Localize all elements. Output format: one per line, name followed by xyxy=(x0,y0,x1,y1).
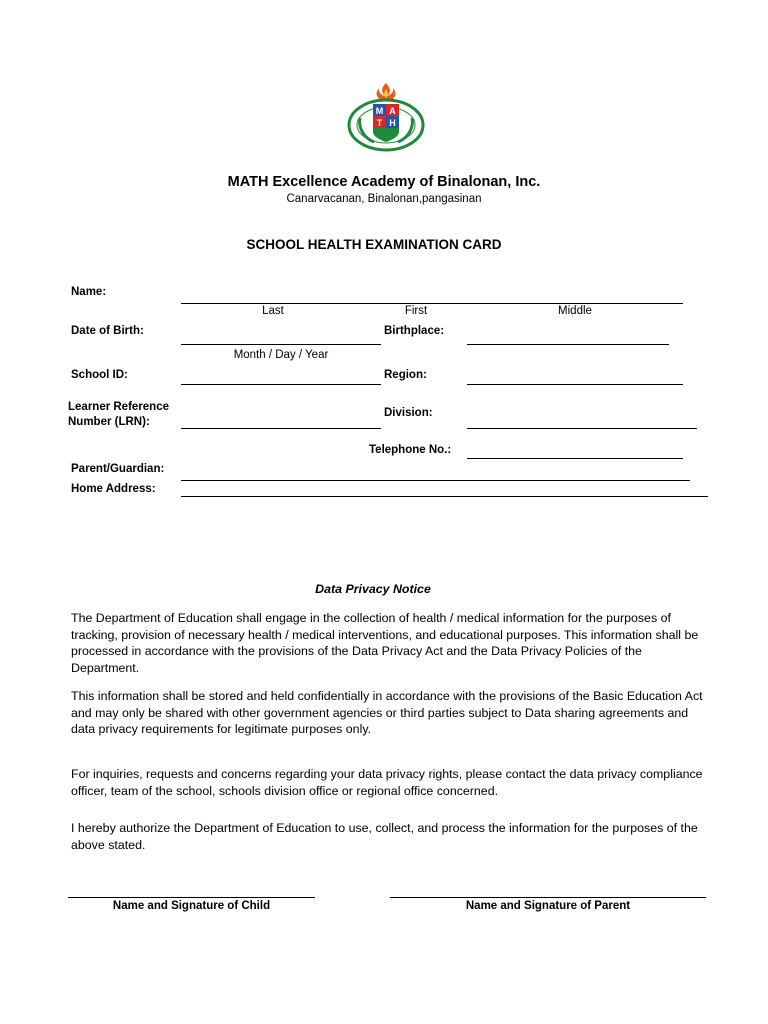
parent-signature-label: Name and Signature of Parent xyxy=(465,900,631,912)
privacy-paragraph-1: The Department of Education shall engage in the collection of health / medical information for the purposes of tracking, provision of necessary health / medical interventions, and educational purposes. This information shall be processed in accordance with the provisions of the Data Privacy Act and the Data Privacy Policies of the Department. xyxy=(71,611,699,675)
division-label: Division: xyxy=(384,407,433,419)
parent-signature-line[interactable] xyxy=(390,897,706,898)
first-name-hint: First xyxy=(404,305,428,317)
school-address: Canarvacanan, Binalonan,pangasinan xyxy=(286,193,482,205)
logo-letter-a: A xyxy=(389,106,396,116)
birthplace-label: Birthplace: xyxy=(384,325,445,337)
region-field-line[interactable] xyxy=(467,384,683,385)
privacy-notice-title: Data Privacy Notice xyxy=(315,582,431,596)
lrn-field-line[interactable] xyxy=(181,428,381,429)
home-address-label: Home Address: xyxy=(71,483,156,495)
privacy-paragraph-4: I hereby authorize the Department of Education to use, collect, and process the information for the purposes of the above stated. xyxy=(71,821,698,852)
region-label: Region: xyxy=(384,369,427,381)
dob-field-line[interactable] xyxy=(181,344,381,345)
privacy-paragraph-2: This information shall be stored and held confidentially in accordance with the provisions of the Basic Education Act and may only be shared with other government agencies or third parties subject to Data sharing agreements and data privacy requirements for legitimate purposes only. xyxy=(71,689,703,736)
logo-letter-m: M xyxy=(375,106,384,116)
logo-letter-h: H xyxy=(389,118,396,128)
logo-letter-t: T xyxy=(376,118,383,128)
child-signature-label: Name and Signature of Child xyxy=(112,900,271,912)
school-id-label: School ID: xyxy=(71,369,128,381)
form-title: SCHOOL HEALTH EXAMINATION CARD xyxy=(246,237,502,252)
privacy-paragraph-3: For inquiries, requests and concerns regarding your data privacy rights, please contact the data privacy compliance officer, team of the school, schools division office or regional office concerned. xyxy=(71,767,703,798)
telephone-label: Telephone No.: xyxy=(369,444,452,456)
school-logo xyxy=(346,80,426,152)
home-address-field-line[interactable] xyxy=(181,496,708,497)
division-field-line[interactable] xyxy=(467,428,697,429)
middle-name-hint: Middle xyxy=(558,305,592,317)
school-id-field-line[interactable] xyxy=(181,384,381,385)
child-signature-line[interactable] xyxy=(68,897,315,898)
school-name: MATH Excellence Academy of Binalonan, Inc. xyxy=(227,174,541,190)
dob-format-hint: Month / Day / Year xyxy=(233,349,329,361)
lrn-label-line2: Number (LRN): xyxy=(68,416,150,428)
telephone-field-line[interactable] xyxy=(467,458,683,459)
parent-guardian-field-line[interactable] xyxy=(181,480,690,481)
parent-guardian-label: Parent/Guardian: xyxy=(71,463,165,475)
name-field-line[interactable] xyxy=(181,303,683,304)
birthplace-field-line[interactable] xyxy=(467,344,669,345)
name-label: Name: xyxy=(71,286,107,298)
dob-label: Date of Birth: xyxy=(71,325,144,337)
last-name-hint: Last xyxy=(262,305,284,317)
lrn-label-line1: Learner Reference xyxy=(68,401,169,413)
lrn-label xyxy=(68,400,169,430)
